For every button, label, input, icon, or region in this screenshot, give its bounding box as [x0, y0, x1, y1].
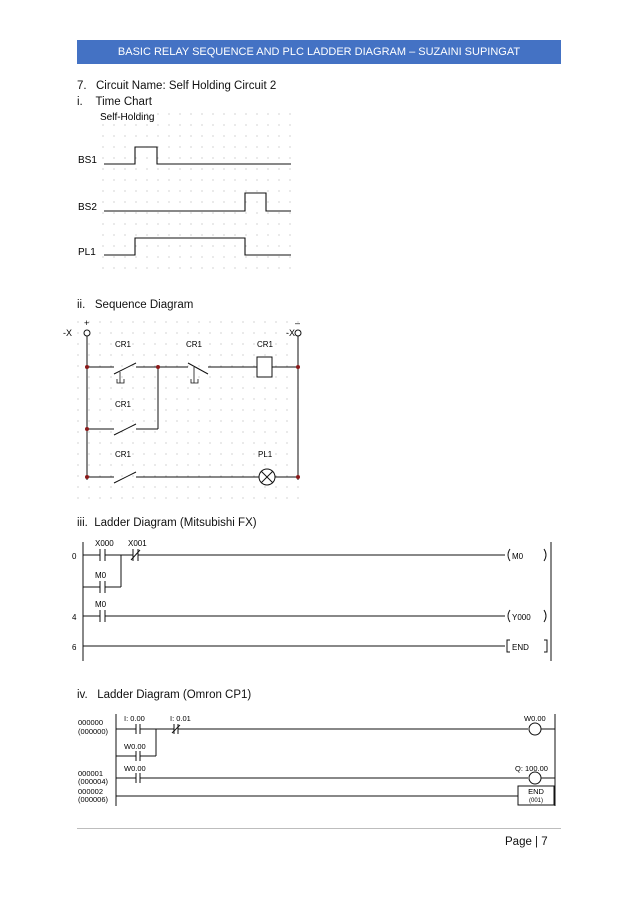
contact-label: M0: [95, 600, 107, 609]
step-number: 6: [72, 643, 77, 652]
lamp-label: PL1: [258, 450, 273, 459]
contact-label: I: 0.01: [170, 714, 191, 723]
output-label: M0: [512, 552, 524, 561]
rung-id: (000006): [78, 795, 109, 804]
footer-divider: [77, 828, 561, 829]
coil-label: CR1: [257, 340, 274, 349]
cr1-coil: [257, 357, 272, 377]
signal-label-bs1: BS1: [78, 155, 97, 166]
sequence-label: ii. Sequence Diagram: [77, 299, 194, 311]
signal-label-pl1: PL1: [78, 247, 96, 258]
section-number: 7.: [77, 80, 87, 92]
contact-label: CR1: [186, 340, 203, 349]
rung-id: 000001: [78, 769, 104, 778]
omron-ladder: [76, 710, 562, 812]
time-chart-title: Self-Holding: [100, 112, 155, 123]
contact-label: W0.00: [124, 742, 146, 751]
contact-label: M0: [95, 571, 107, 580]
contact-label: CR1: [115, 400, 132, 409]
output-label: Y000: [512, 613, 531, 622]
output-label: Q: 100.00: [515, 764, 548, 773]
contact-label: X000: [95, 539, 114, 548]
end-instruction: [507, 640, 510, 652]
left-terminal: [84, 330, 90, 336]
page-number: Page | 7: [505, 836, 548, 848]
signal-label-bs2: BS2: [78, 202, 97, 213]
y000-coil: [508, 610, 510, 622]
contact-label: X001: [128, 539, 147, 548]
end-label: END: [528, 787, 544, 796]
minus-sign: –: [295, 318, 301, 328]
time-chart: [76, 109, 294, 274]
contact-label: W0.00: [124, 764, 146, 773]
q10000-coil: [529, 772, 541, 784]
mitsubishi-ladder: [70, 537, 562, 665]
contact-label: CR1: [115, 450, 132, 459]
sequence-diagram: [62, 317, 322, 500]
time-chart-grid: [101, 109, 291, 274]
left-terminal-label: -X: [63, 328, 72, 338]
contact-label: I: 0.00: [124, 714, 145, 723]
rung-id: 000000: [78, 718, 104, 727]
mitsubishi-label: iii. Ladder Diagram (Mitsubishi FX): [77, 517, 257, 529]
step-number: 0: [72, 552, 77, 561]
omron-label: iv. Ladder Diagram (Omron CP1): [77, 689, 252, 701]
plus-sign: +: [84, 318, 90, 328]
step-number: 4: [72, 613, 77, 622]
right-terminal: [295, 330, 301, 336]
rung-id: (000004): [78, 777, 109, 786]
section-heading: Circuit Name: Self Holding Circuit 2: [96, 80, 277, 92]
w000-coil: [529, 723, 541, 735]
right-terminal-label: -X: [286, 328, 295, 338]
output-label: END: [512, 643, 529, 652]
rung-id: 000002: [78, 787, 104, 796]
time-chart-label: i. Time Chart: [77, 96, 152, 108]
m0-coil: [508, 549, 510, 561]
end-code: (001): [528, 798, 544, 804]
page-header: BASIC RELAY SEQUENCE AND PLC LADDER DIAGRAM – SUZAINI SUPINGAT: [77, 40, 561, 64]
rung-id: (000000): [78, 727, 109, 736]
contact-label: CR1: [115, 340, 132, 349]
output-label: W0.00: [524, 714, 546, 723]
